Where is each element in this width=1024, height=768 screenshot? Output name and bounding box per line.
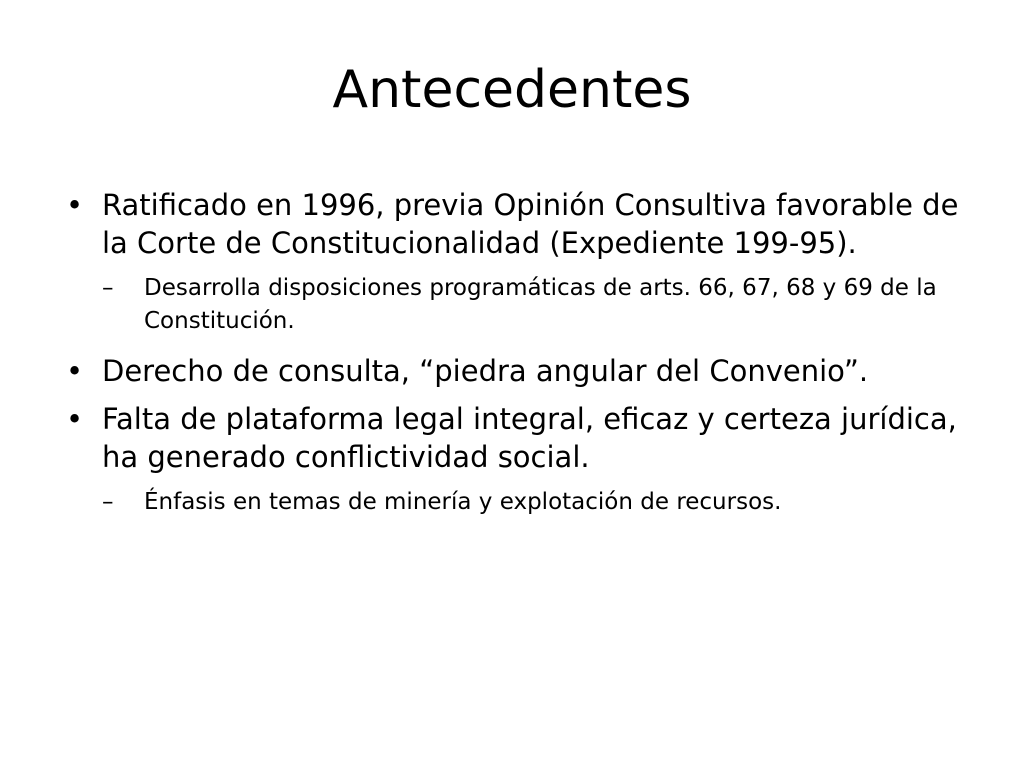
bullet-icon: • bbox=[66, 354, 84, 388]
dash-icon: – bbox=[102, 489, 114, 515]
subbullet-text: Énfasis en temas de minería y explotación de recursos. bbox=[144, 489, 782, 515]
bullet-text: Falta de plataforma legal integral, eficaz y certeza jurídica, ha generado conflictividad social. bbox=[102, 402, 957, 474]
bullet-icon: • bbox=[66, 402, 84, 436]
subbullet-item-desarrolla bbox=[102, 272, 970, 338]
subbullet-text: Desarrolla disposiciones programáticas de arts. 66, 67, 68 y 69 de la Constitución. bbox=[144, 275, 937, 334]
bullet-item-falta-plataforma bbox=[60, 400, 970, 476]
slide-title: Antecedentes bbox=[332, 60, 692, 120]
bullet-list bbox=[60, 186, 970, 533]
bullet-text: Derecho de consulta, “piedra angular del Convenio”. bbox=[102, 354, 869, 388]
bullet-item-derecho-consulta bbox=[60, 352, 970, 390]
dash-icon: – bbox=[102, 275, 114, 301]
bullet-icon: • bbox=[66, 188, 84, 222]
bullet-text: Ratificado en 1996, previa Opinión Consultiva favorable de la Corte de Constitucionalidad (Expediente 199-95). bbox=[102, 188, 959, 260]
bullet-item-ratificado bbox=[60, 186, 970, 262]
subbullet-item-enfasis bbox=[102, 486, 970, 519]
